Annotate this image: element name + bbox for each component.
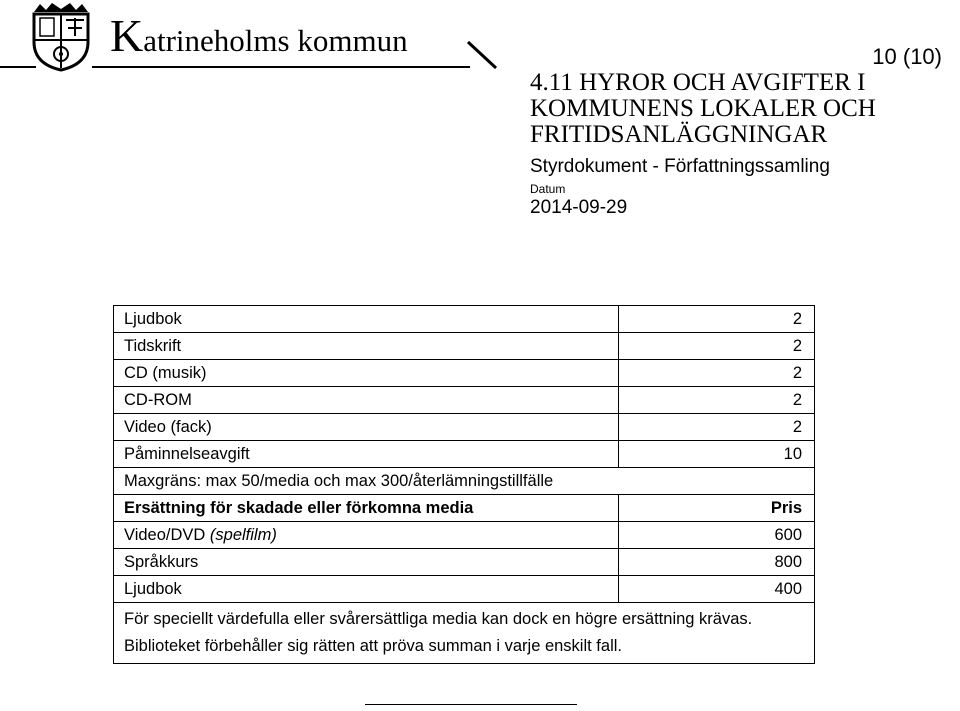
row-value: 400 (619, 576, 815, 603)
table-row (114, 576, 815, 603)
row-label: Tidskrift (114, 333, 619, 360)
compensation-header-value: Pris (619, 495, 815, 522)
notes-row (114, 603, 815, 664)
compensation-header-label: Ersättning för skadade eller förkomna media (114, 495, 619, 522)
row-value: 2 (619, 387, 815, 414)
row-value: 600 (619, 522, 815, 549)
table-row (114, 333, 815, 360)
table-row (114, 549, 815, 576)
limit-row (114, 468, 815, 495)
date-value: 2014-09-29 (530, 197, 628, 218)
header-slash-icon (466, 40, 502, 70)
row-label: Ljudbok (114, 576, 619, 603)
table-row (114, 387, 815, 414)
note-text: För speciellt värdefulla eller svårersättliga media kan dock en högre ersättning krävas. (124, 610, 753, 628)
compensation-header-row (114, 495, 815, 522)
limit-text: Maxgräns: max 50/media och max 300/återlämningstillfälle (114, 468, 815, 495)
organization-name: Katrineholms kommun (110, 10, 408, 61)
row-value: 2 (619, 414, 815, 441)
table-row (114, 414, 815, 441)
row-value: 2 (619, 306, 815, 333)
row-label: CD (musik) (114, 360, 619, 387)
table-row (114, 441, 815, 468)
municipal-coat-of-arms-icon (30, 2, 92, 72)
note-text: Biblioteket förbehåller sig rätten att pröva summan i varje enskilt fall. (124, 637, 622, 655)
row-label: Video (fack) (114, 414, 619, 441)
row-label: Ljudbok (114, 306, 619, 333)
row-value: 2 (619, 360, 815, 387)
header-rule-left (0, 66, 36, 68)
footer-rule (365, 704, 577, 705)
header-rule (92, 66, 470, 68)
document-subtitle: Styrdokument - Författningssamling (530, 156, 830, 177)
row-value: 10 (619, 441, 815, 468)
fees-table (113, 305, 815, 664)
table-row (114, 360, 815, 387)
row-label: Påminnelseavgift (114, 441, 619, 468)
page-number: 10 (10) (872, 44, 942, 69)
row-label: CD-ROM (114, 387, 619, 414)
table-row (114, 306, 815, 333)
row-value: 2 (619, 333, 815, 360)
date-label: Datum (530, 182, 566, 196)
row-label: Språkkurs (114, 549, 619, 576)
row-value: 800 (619, 549, 815, 576)
document-title: 4.11 HYROR OCH AVGIFTER I KOMMUNENS LOKALER OCH FRITIDSANLÄGGNINGAR (530, 69, 876, 148)
row-label: Video/DVD (spelfilm) (114, 522, 619, 549)
notes-cell (114, 603, 815, 664)
table-row (114, 522, 815, 549)
